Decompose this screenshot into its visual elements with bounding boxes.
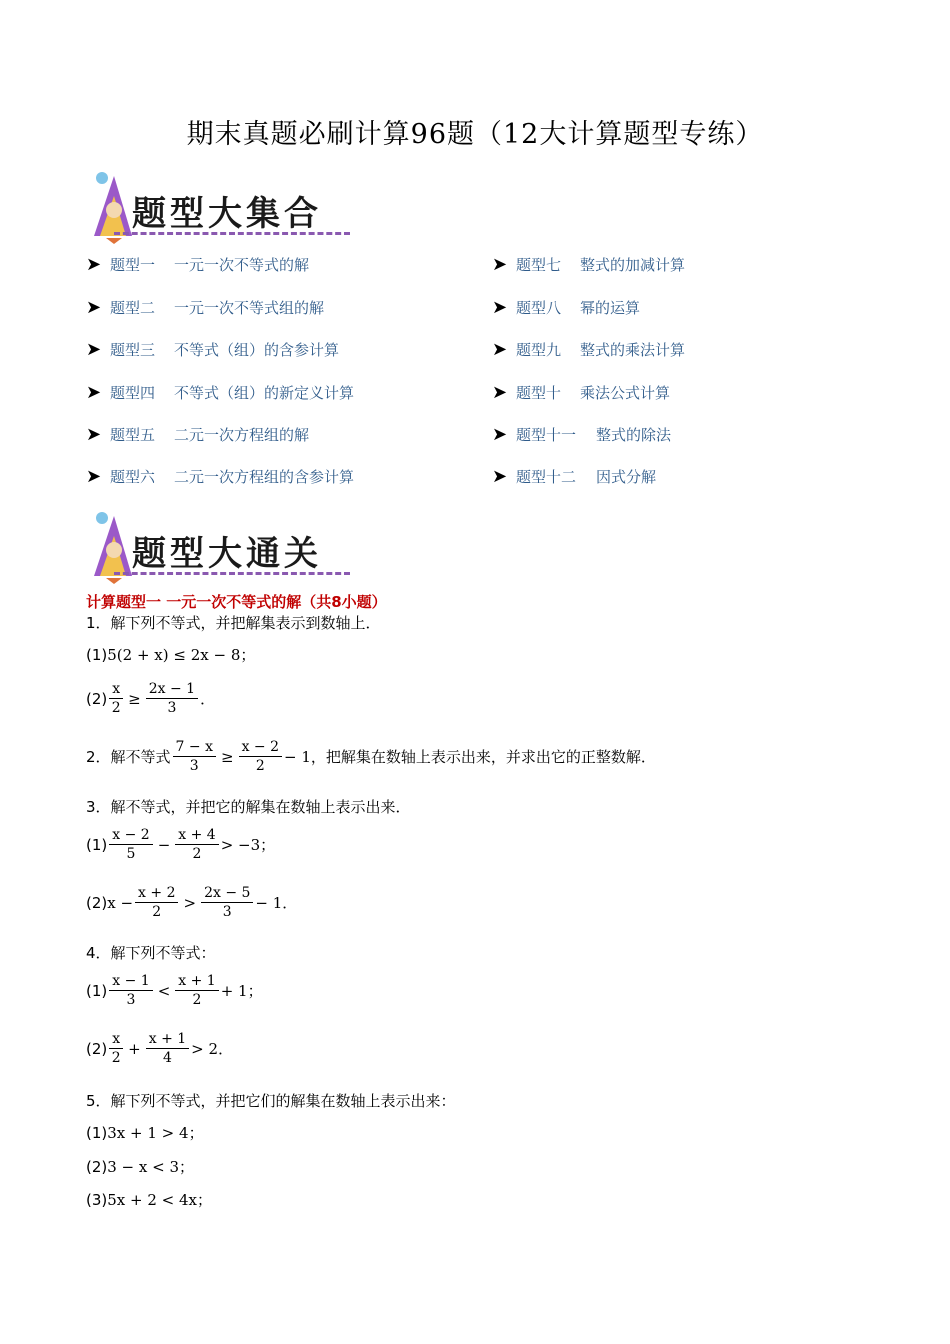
question-1-stem: 1．解下列不等式，并把解集表示到数轴上．: [86, 614, 381, 632]
arrow-icon: ➤: [492, 382, 508, 403]
question-4-part-2: (2) $\frac{x}{2}$ + $\frac{x + 1}{4}$ > 2 ．: [86, 1031, 234, 1066]
arrow-icon: ➤: [86, 466, 102, 487]
question-1-part-2: (2) $\frac{x}{2}$ ≥ $\frac{2x - 1}{3}$ ．: [86, 681, 216, 716]
question-3-stem: 3．解不等式，并把它的解集在数轴上表示出来．: [86, 798, 411, 816]
section-heading: 计算题型一 一元一次不等式的解（共8小题）: [86, 593, 387, 611]
arrow-icon: ➤: [492, 424, 508, 445]
toc-item-7[interactable]: ➤ 题型七 整式的加减计算: [492, 254, 686, 275]
question-3-part-1: (1) $\frac{x - 2}{5}$ − $\frac{x + 4}{2}$ > −3 ；: [86, 827, 276, 862]
banner-collection-text: 题型大集合: [132, 194, 322, 234]
toc-item-3[interactable]: ➤ 题型三 不等式（组）的含参计算: [86, 339, 340, 360]
question-5-part-1: (1) 3x + 1 > 4 ；: [86, 1123, 204, 1142]
question-3-part-2: (2) x − $\frac{x + 2}{2}$ > $\frac{2x - 5}{3}$ − 1 ．: [86, 885, 298, 920]
toc-item-8[interactable]: ➤ 题型八 幂的运算: [492, 297, 641, 318]
banner-pass: [84, 506, 349, 586]
question-4-stem: 4．解下列不等式：: [86, 944, 216, 962]
question-1-part-1: (1) 5(2 + x) ≤ 2x − 8 ；: [86, 645, 256, 664]
arrow-icon: ➤: [492, 297, 508, 318]
toc-item-5[interactable]: ➤ 题型五 二元一次方程组的解: [86, 424, 310, 445]
question-5-part-2: (2) 3 − x < 3 ；: [86, 1157, 195, 1176]
page-title: 期末真题必刷计算96题（12大计算题型专练）: [186, 119, 764, 150]
toc-item-9[interactable]: ➤ 题型九 整式的乘法计算: [492, 339, 686, 360]
arrow-icon: ➤: [492, 339, 508, 360]
toc-item-11[interactable]: ➤ 题型十一 整式的除法: [492, 424, 672, 445]
question-2: 2．解不等式 $\frac{7 - x}{3}$ ≥ $\frac{x - 2}{2}$ − 1 ，把解集在数轴上表示出来，并求出它的正整数解．: [86, 739, 656, 774]
arrow-icon: ➤: [86, 382, 102, 403]
arrow-icon: ➤: [86, 254, 102, 275]
banner-divider: [114, 232, 350, 241]
toc-item-6[interactable]: ➤ 题型六 二元一次方程组的含参计算: [86, 466, 355, 487]
question-5-stem: 5．解下列不等式，并把它们的解集在数轴上表示出来：: [86, 1092, 456, 1110]
arrow-icon: ➤: [86, 297, 102, 318]
arrow-icon: ➤: [492, 466, 508, 487]
arrow-icon: ➤: [492, 254, 508, 275]
banner-pass-text: 题型大通关: [132, 534, 322, 574]
toc-item-2[interactable]: ➤ 题型二 一元一次不等式组的解: [86, 297, 325, 318]
banner-divider: [114, 572, 350, 581]
question-5-part-3: (3) 5x + 2 < 4x ；: [86, 1190, 213, 1209]
arrow-icon: ➤: [86, 339, 102, 360]
toc-item-4[interactable]: ➤ 题型四 不等式（组）的新定义计算: [86, 382, 355, 403]
banner-collection: [84, 166, 349, 246]
toc-item-10[interactable]: ➤ 题型十 乘法公式计算: [492, 382, 671, 403]
question-4-part-1: (1) $\frac{x - 1}{3}$ < $\frac{x + 1}{2}$ + 1 ；: [86, 973, 263, 1008]
toc-item-1[interactable]: ➤ 题型一 一元一次不等式的解: [86, 254, 310, 275]
toc-item-12[interactable]: ➤ 题型十二 因式分解: [492, 466, 657, 487]
arrow-icon: ➤: [86, 424, 102, 445]
